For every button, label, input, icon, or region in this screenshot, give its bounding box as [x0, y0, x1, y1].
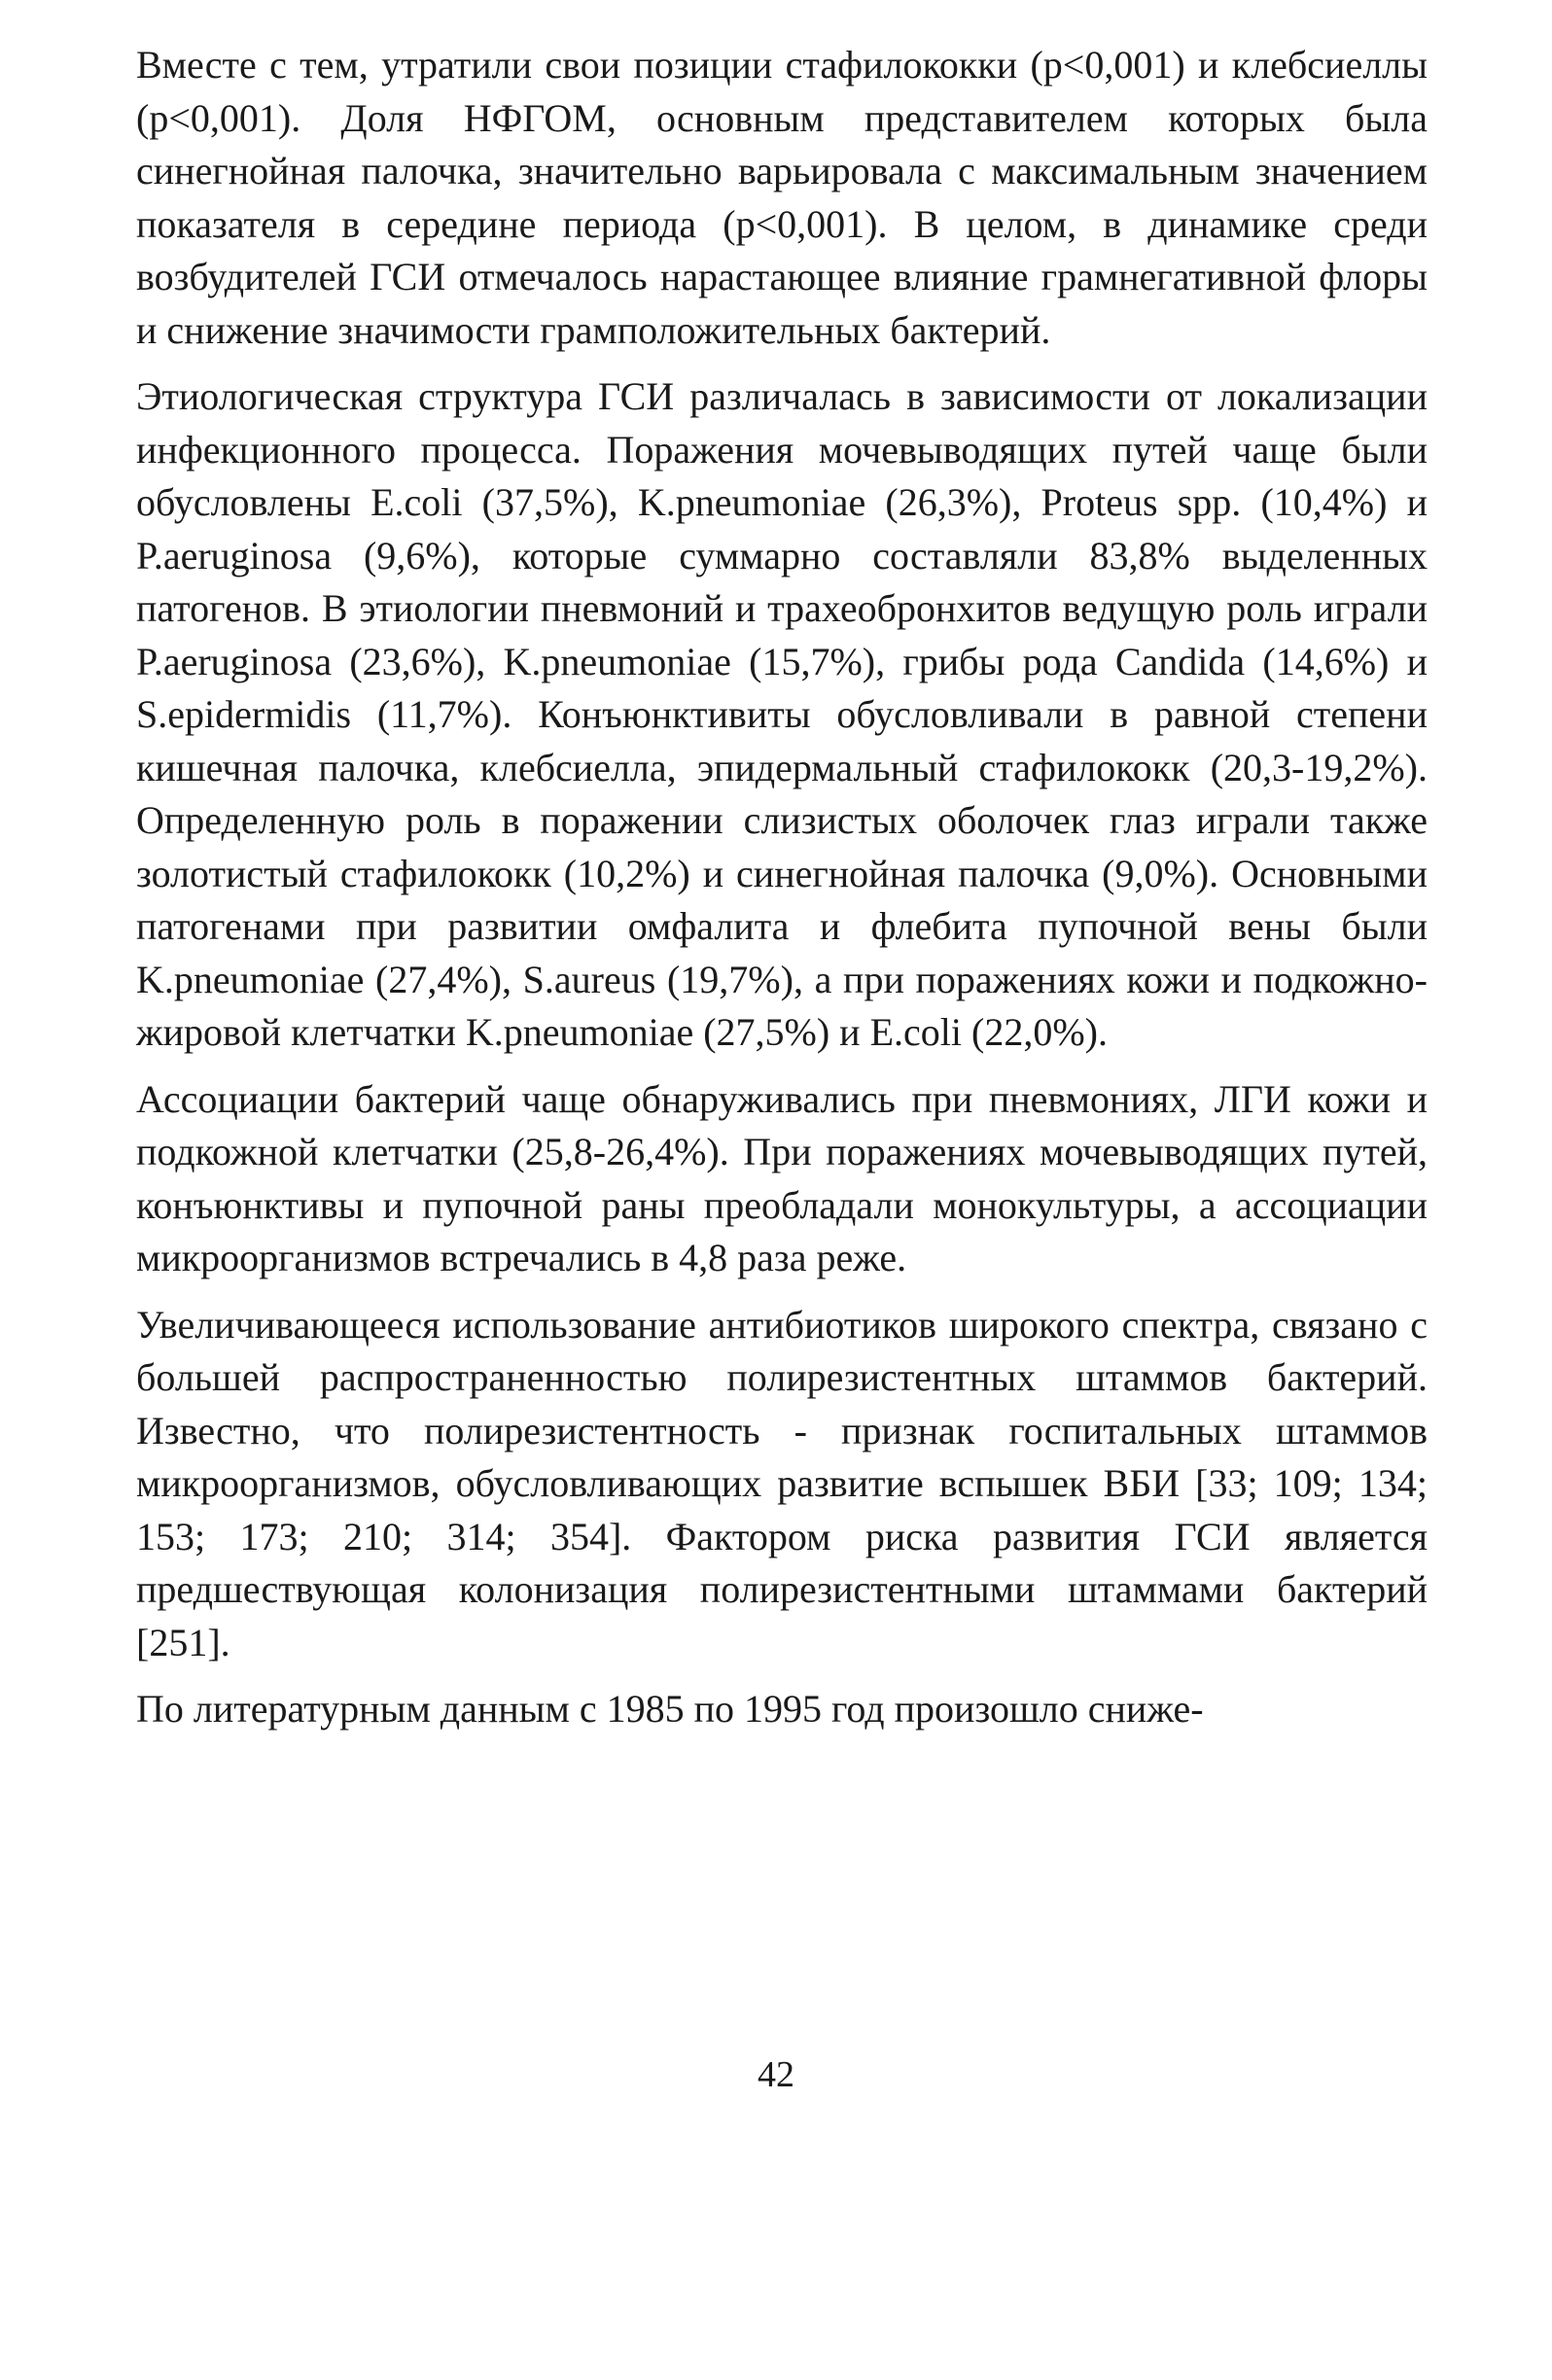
page-number: 42	[758, 2054, 794, 2095]
paragraph-4: Увеличивающееся использование антибиотиков широкого спектра, связано с большей распространенностью полирезистентных штаммов бактерий. Известно, что полирезистентность - признак госпитальных штаммов микроорганизмов, обусловливающих развитие вспышек ВБИ [33; 109; 134; 153; 173; 210; 314; 354]. Фактором риска развития ГСИ является предшествующая колонизация полирезистентными штаммами бактерий [251].	[136, 1302, 1428, 1664]
paragraph-5: По литературным данным с 1985 по 1995 год произошло сниже-	[136, 1687, 1204, 1731]
body-text	[136, 39, 1428, 1750]
paragraph-2: Этиологическая структура ГСИ различалась в зависимости от локализации инфекционного процесса. Поражения мочевыводящих путей чаще были обусловлены E.coli (37,5%), K.pneumoniae (26,3%), Proteus spp. (10,4%) и P.aeruginosa (9,6%), которые суммарно составляли 83,8% выделенных патогенов. В этиологии пневмоний и трахеобронхитов ведущую роль играли P.aeruginosa (23,6%), K.pneumoniae (15,7%), грибы рода Candida (14,6%) и S.epidermidis (11,7%). Конъюнктивиты обусловливали в равной степени кишечная палочка, клебсиелла, эпидермальный стафилококк (20,3-19,2%). Определенную роль в поражении слизистых оболочек глаз играли также золотистый стафилококк (10,2%) и синегнойная палочка (9,0%). Основными патогенами при развитии омфалита и флебита пупочной вены были K.pneumoniae (27,4%), S.aureus (19,7%), а при поражениях кожи и подкожно-жировой клетчатки K.pneumoniae (27,5%) и E.coli (22,0%).	[136, 374, 1428, 1054]
paragraph-1: Вместе с тем, утратили свои позиции стафилококки (p<0,001) и клебсиеллы (p<0,001). Доля НФГОМ, основным представителем которых была синегнойная палочка, значительно варьировала с максимальным значением показателя в середине периода (p<0,001). В целом, в динамике среди возбудителей ГСИ отмечалось нарастающее влияние грамнегативной флоры и снижение значимости грамположительных бактерий.	[136, 43, 1428, 352]
paragraph-3: Ассоциации бактерий чаще обнаруживались при пневмониях, ЛГИ кожи и подкожной клетчатки (25,8-26,4%). При поражениях мочевыводящих путей, конъюнктивы и пупочной раны преобладали монокультуры, а ассоциации микроорганизмов встречались в 4,8 раза реже.	[136, 1076, 1428, 1279]
